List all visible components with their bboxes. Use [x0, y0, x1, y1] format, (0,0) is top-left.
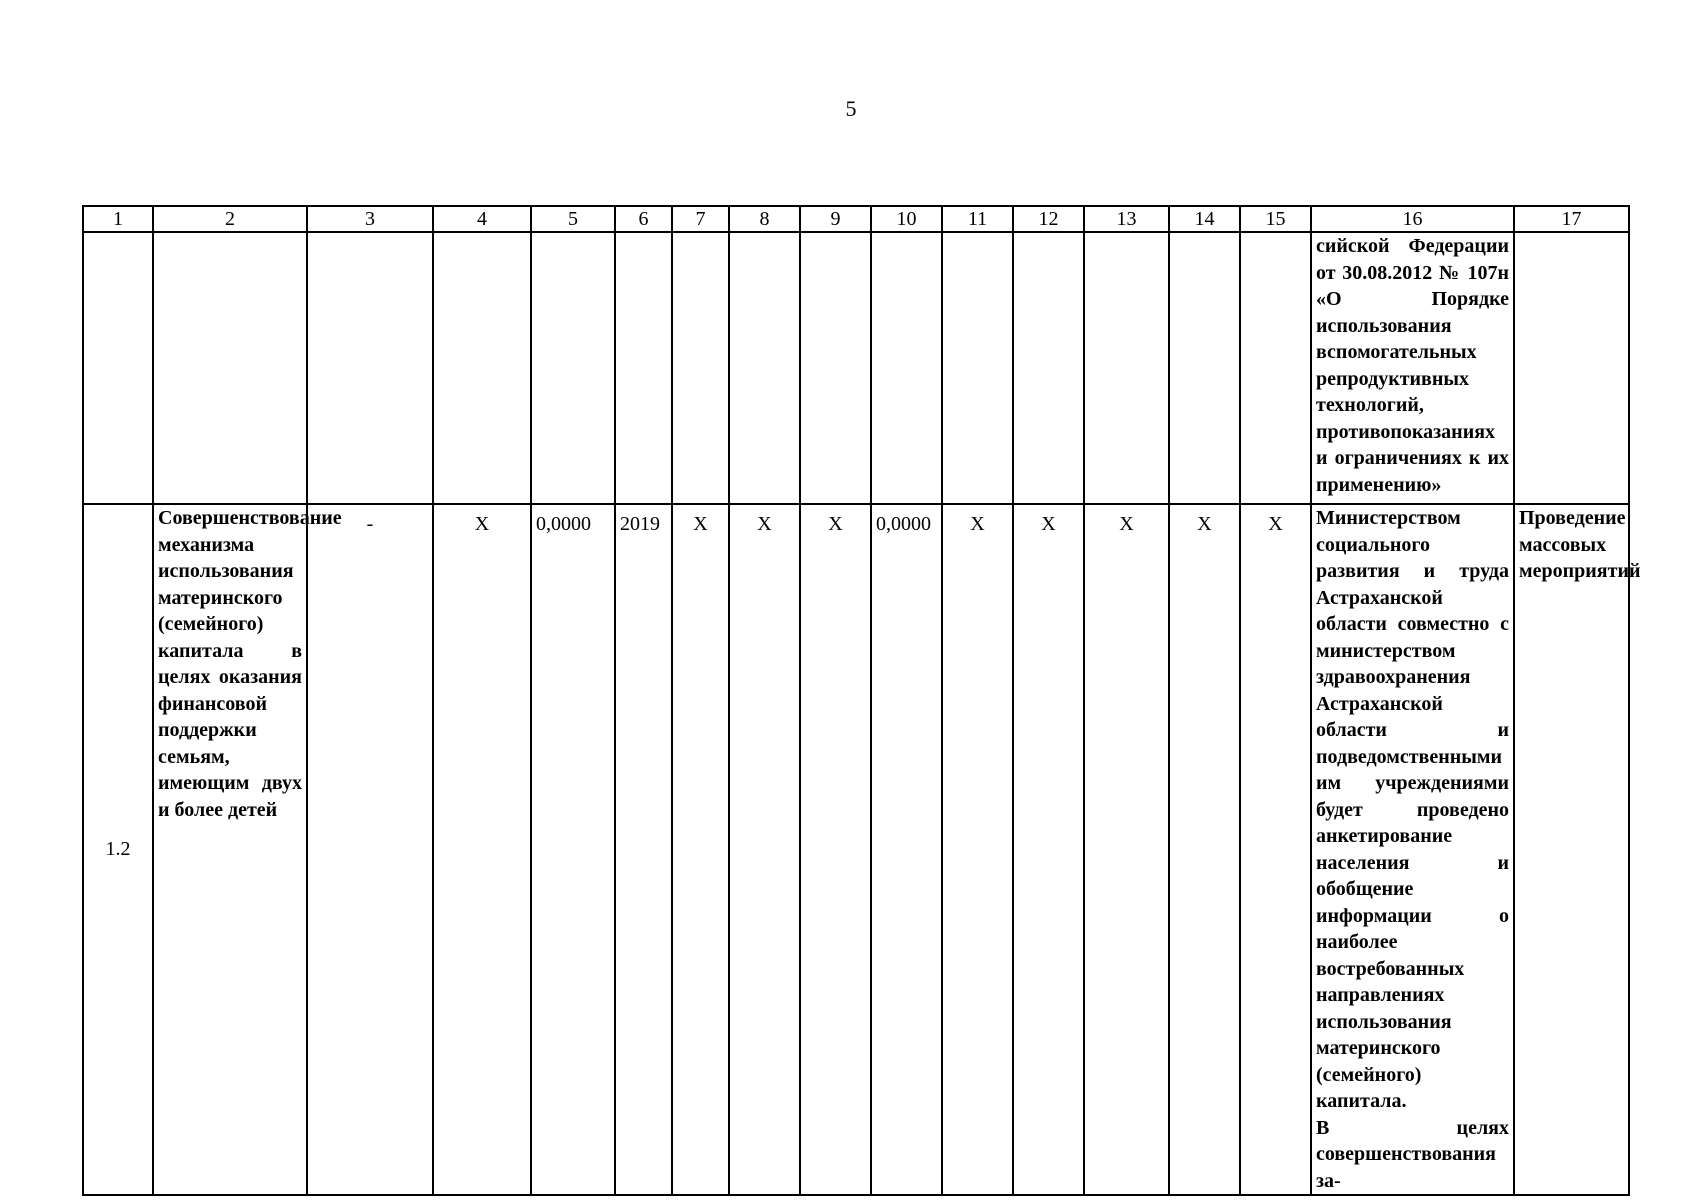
- table-cell: [153, 232, 307, 504]
- table-cell: [729, 232, 800, 504]
- expected-result: Проведение массовых мероприятий: [1514, 504, 1629, 1195]
- table-row-1-2: [83, 504, 1629, 1195]
- page-number: 5: [845, 96, 857, 121]
- header-col-13: 13: [1084, 206, 1169, 232]
- table-cell: [871, 232, 942, 504]
- cell-col-9: X: [800, 504, 871, 1195]
- header-col-3: 3: [307, 206, 433, 232]
- table-cell: [615, 232, 672, 504]
- header-col-15: 15: [1240, 206, 1311, 232]
- cell-col-15: X: [1240, 504, 1311, 1195]
- header-col-1: 1: [83, 206, 153, 232]
- table-cell: [1013, 232, 1084, 504]
- header-col-11: 11: [942, 206, 1013, 232]
- cell-col-8: X: [729, 504, 800, 1195]
- cell-col-11: X: [942, 504, 1013, 1195]
- cell-col-3: -: [307, 504, 433, 1195]
- cell-col-7: X: [672, 504, 729, 1195]
- implementation-description: Министерством социального развития и труда Астраханской области совместно с министерством здравоохранения Астраханской области и подведомственными им учреждениями будет проведено анкетирование населения и обобщение информации о наиболее востребованных направлениях использования материнского (семейного) капитала. В целях совершенствования за-: [1311, 504, 1514, 1195]
- table-cell: [1514, 232, 1629, 504]
- table-cell: [307, 232, 433, 504]
- header-col-4: 4: [433, 206, 531, 232]
- header-col-2: 2: [153, 206, 307, 232]
- table-cell: [531, 232, 615, 504]
- table-cell: [800, 232, 871, 504]
- continuation-row: [83, 232, 1629, 504]
- header-col-6: 6: [615, 206, 672, 232]
- cell-col-13: X: [1084, 504, 1169, 1195]
- table-cell: [83, 232, 153, 504]
- header-row: [83, 206, 1629, 232]
- table-cell: [433, 232, 531, 504]
- table-cell: [672, 232, 729, 504]
- cell-col-4: X: [433, 504, 531, 1195]
- item-number: 1.2: [83, 504, 153, 1195]
- table-cell: [1084, 232, 1169, 504]
- cell-col-12: X: [1013, 504, 1084, 1195]
- legal-basis-continuation: сийской Федерации от 30.08.2012 № 107н «О Порядке использования вспомогательных репродуктивных технологий, противопоказаниях и ограничениях к их применению»: [1311, 232, 1514, 504]
- header-col-7: 7: [672, 206, 729, 232]
- header-col-9: 9: [800, 206, 871, 232]
- measures-table: [82, 205, 1641, 1196]
- header-col-10: 10: [871, 206, 942, 232]
- table-cell: [1169, 232, 1240, 504]
- cell-col-5: 0,0000: [531, 504, 615, 1195]
- header-col-14: 14: [1169, 206, 1240, 232]
- table-cell: [1240, 232, 1311, 504]
- header-col-8: 8: [729, 206, 800, 232]
- cell-col-10: 0,0000: [871, 504, 942, 1195]
- header-col-16: 16: [1311, 206, 1514, 232]
- cell-col-14: X: [1169, 504, 1240, 1195]
- cell-col-6: 2019: [615, 504, 672, 1195]
- measure-name: Совершенствование механизма использования материнского (семейного) капитала в целях оказания финансовой поддержки семьям, имеющим двух и более детей: [153, 504, 307, 1195]
- header-col-5: 5: [531, 206, 615, 232]
- header-col-12: 12: [1013, 206, 1084, 232]
- table-cell: [942, 232, 1013, 504]
- header-col-17: 17: [1514, 206, 1629, 232]
